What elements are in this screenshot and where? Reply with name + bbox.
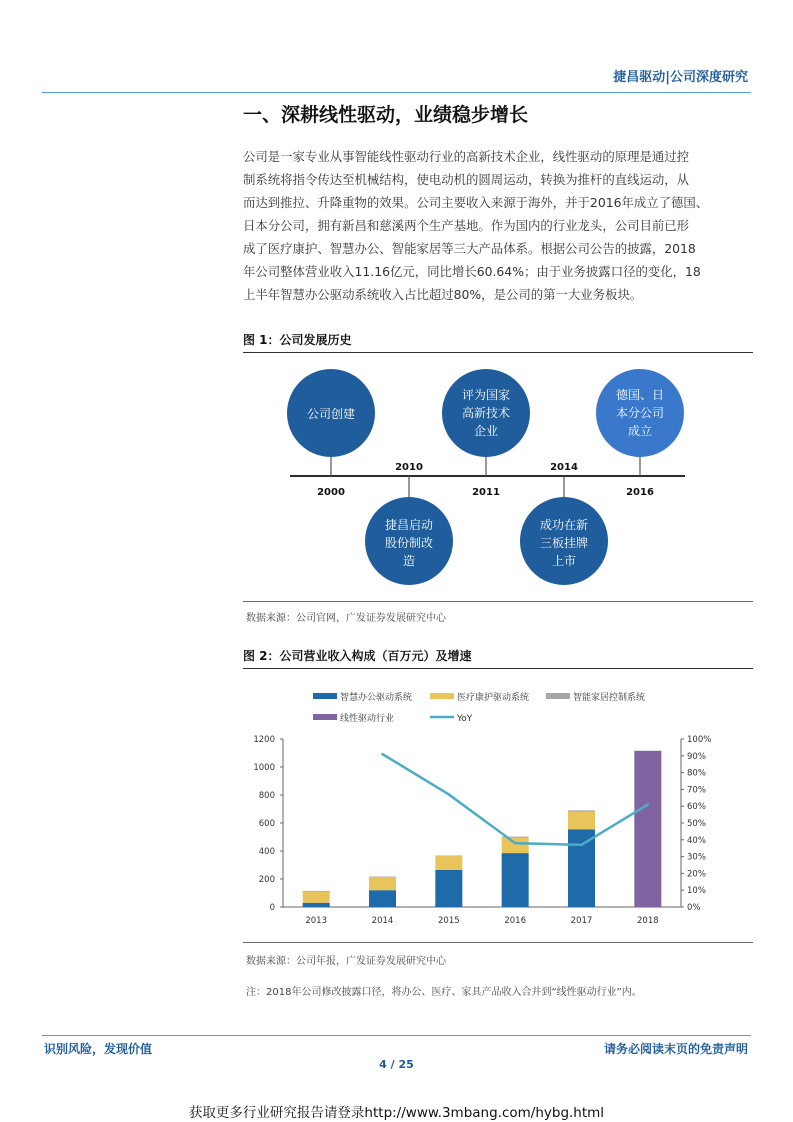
right-tick-label: 70% — [687, 785, 706, 796]
x-tick-label: 2016 — [504, 916, 526, 926]
intro-line: 日本分公司，拥有新昌和慈溪两个生产基地。作为国内的行业龙头，公司目前已形 — [243, 218, 690, 233]
bar-segment — [369, 890, 396, 907]
yoy-point — [647, 803, 649, 805]
timeline-diagram — [243, 356, 753, 596]
yoy-point — [580, 844, 582, 846]
right-tick-label: 40% — [687, 835, 706, 846]
left-tick-label: 400 — [258, 847, 275, 857]
year-label-2016: 2016 — [626, 487, 654, 498]
milestone-text: 三板挂牌 — [539, 536, 589, 550]
intro-paragraph — [243, 145, 753, 306]
bar-segment — [303, 891, 330, 892]
report-header-title: 捷昌驱动|公司深度研究 — [613, 70, 748, 85]
milestone-text: 高新技术 — [461, 406, 511, 420]
x-tick-label: 2015 — [438, 916, 460, 926]
revenue-chart — [243, 675, 753, 935]
legend-swatch-home — [546, 693, 570, 699]
milestone-text: 成立 — [627, 424, 653, 438]
intro-line: 上半年智慧办公驱动系统收入占比超过80%，是公司的第一大业务板块。 — [243, 287, 643, 302]
legend-label: 线性驱动行业 — [340, 714, 395, 724]
bar-segment — [435, 870, 462, 907]
page-number: 4 / 25 — [379, 1058, 414, 1071]
bar-segment — [369, 877, 396, 890]
left-tick-label: 1000 — [253, 763, 275, 773]
right-tick-label: 90% — [687, 751, 706, 762]
right-tick-label: 60% — [687, 802, 706, 813]
left-tick-label: 600 — [258, 819, 275, 829]
intro-line: 制系统将指令传达至机械结构，使电动机的圆周运动，转换为推杆的直线运动，从 — [243, 172, 690, 187]
legend-swatch-medical — [430, 693, 454, 699]
legend-swatch-office — [313, 693, 337, 699]
right-tick-label: 80% — [687, 768, 706, 779]
bar-segment — [568, 829, 595, 907]
bar-segment — [303, 903, 330, 907]
milestone-text: 德国、日 — [615, 388, 665, 402]
figure2-title: 图 2：公司营业收入构成（百万元）及增速 — [243, 649, 472, 663]
figure1-bottom-rule — [243, 601, 753, 602]
year-label-2011: 2011 — [472, 487, 500, 498]
bar-segment — [502, 853, 529, 907]
legend-label: 智能家居控制系统 — [573, 693, 646, 703]
x-tick-label: 2013 — [305, 916, 327, 926]
milestone-text: 上市 — [551, 554, 577, 568]
left-tick-label: 1200 — [253, 735, 275, 745]
legend-swatch-linear — [313, 714, 337, 720]
legend-label: 医疗康护驱动系统 — [457, 693, 530, 703]
legend-label: YoY — [457, 714, 473, 724]
figure2-top-rule — [243, 668, 753, 669]
x-tick-label: 2017 — [570, 916, 593, 926]
milestone-text: 造 — [402, 554, 416, 568]
right-tick-label: 20% — [687, 869, 706, 880]
figure2-bottom-rule — [243, 942, 753, 943]
bar-segment — [568, 812, 595, 830]
x-tick-label: 2018 — [637, 916, 659, 926]
right-tick-label: 50% — [687, 819, 706, 829]
footer-divider — [42, 1035, 751, 1036]
intro-line: 公司是一家专业从事智能线性驱动行业的高新技术企业，线性驱动的原理是通过控 — [243, 149, 690, 164]
footer-slogan: 识别风险，发现价值 — [44, 1042, 153, 1056]
bar-segment — [634, 751, 661, 907]
year-label-2010: 2010 — [395, 462, 423, 473]
section-title: 一、深耕线性驱动，业绩稳步增长 — [243, 104, 529, 126]
yoy-point — [448, 793, 450, 795]
left-tick-label: 800 — [258, 791, 275, 801]
intro-line: 成了医疗康护、智慧办公、智能家居等三大产品体系。根据公司公告的披露，2018 — [243, 241, 696, 256]
promo-text: 获取更多行业研究报告请登录http://www.3mbang.com/hybg.html — [188, 1105, 605, 1121]
header-divider — [42, 92, 751, 93]
footer-disclaimer: 请务必阅读末页的免责声明 — [603, 1042, 748, 1056]
milestone-text: 捷昌启动 — [384, 518, 434, 532]
intro-line: 年公司整体营业收入11.16亿元，同比增长60.64%；由于业务披露口径的变化，18 — [243, 264, 701, 279]
right-tick-label: 0% — [687, 903, 701, 913]
year-label-2000: 2000 — [317, 487, 345, 498]
bar-segment — [303, 892, 330, 903]
yoy-line — [383, 754, 648, 845]
milestone-text: 股份制改 — [384, 536, 434, 550]
bar-segment — [568, 810, 595, 811]
right-tick-label: 100% — [687, 735, 712, 745]
figure2-note: 注：2018年公司修改披露口径，将办公、医疗、家具产品收入合并到“线性驱动行业”内。 — [246, 987, 642, 998]
bar-segment — [435, 856, 462, 870]
figure2-source: 数据来源：公司年报，广发证券发展研究中心 — [246, 956, 446, 967]
right-tick-label: 30% — [687, 852, 706, 863]
figure1-title: 图 1：公司发展历史 — [243, 333, 352, 347]
yoy-point — [381, 753, 383, 755]
left-tick-label: 200 — [258, 875, 275, 885]
milestone-text: 成功在新 — [539, 518, 589, 532]
right-tick-label: 10% — [687, 886, 706, 897]
year-label-2014: 2014 — [550, 462, 578, 473]
x-tick-label: 2014 — [371, 916, 394, 926]
figure1-source: 数据来源：公司官网，广发证券发展研究中心 — [246, 613, 446, 624]
figure1-top-rule — [243, 352, 753, 353]
legend-label: 智慧办公驱动系统 — [340, 693, 413, 703]
chart-legend — [313, 691, 645, 724]
milestone-text: 企业 — [473, 424, 499, 438]
yoy-point — [514, 842, 516, 844]
milestone-text: 公司创建 — [306, 407, 356, 421]
bar-segment — [502, 838, 529, 853]
left-tick-label: 0 — [269, 903, 275, 913]
milestone-text: 本分公司 — [615, 406, 665, 420]
milestone-text: 评为国家 — [461, 388, 511, 402]
intro-line: 而达到推拉、升降重物的效果。公司主要收入来源于海外，并于2016年成立了德国、 — [243, 195, 709, 210]
